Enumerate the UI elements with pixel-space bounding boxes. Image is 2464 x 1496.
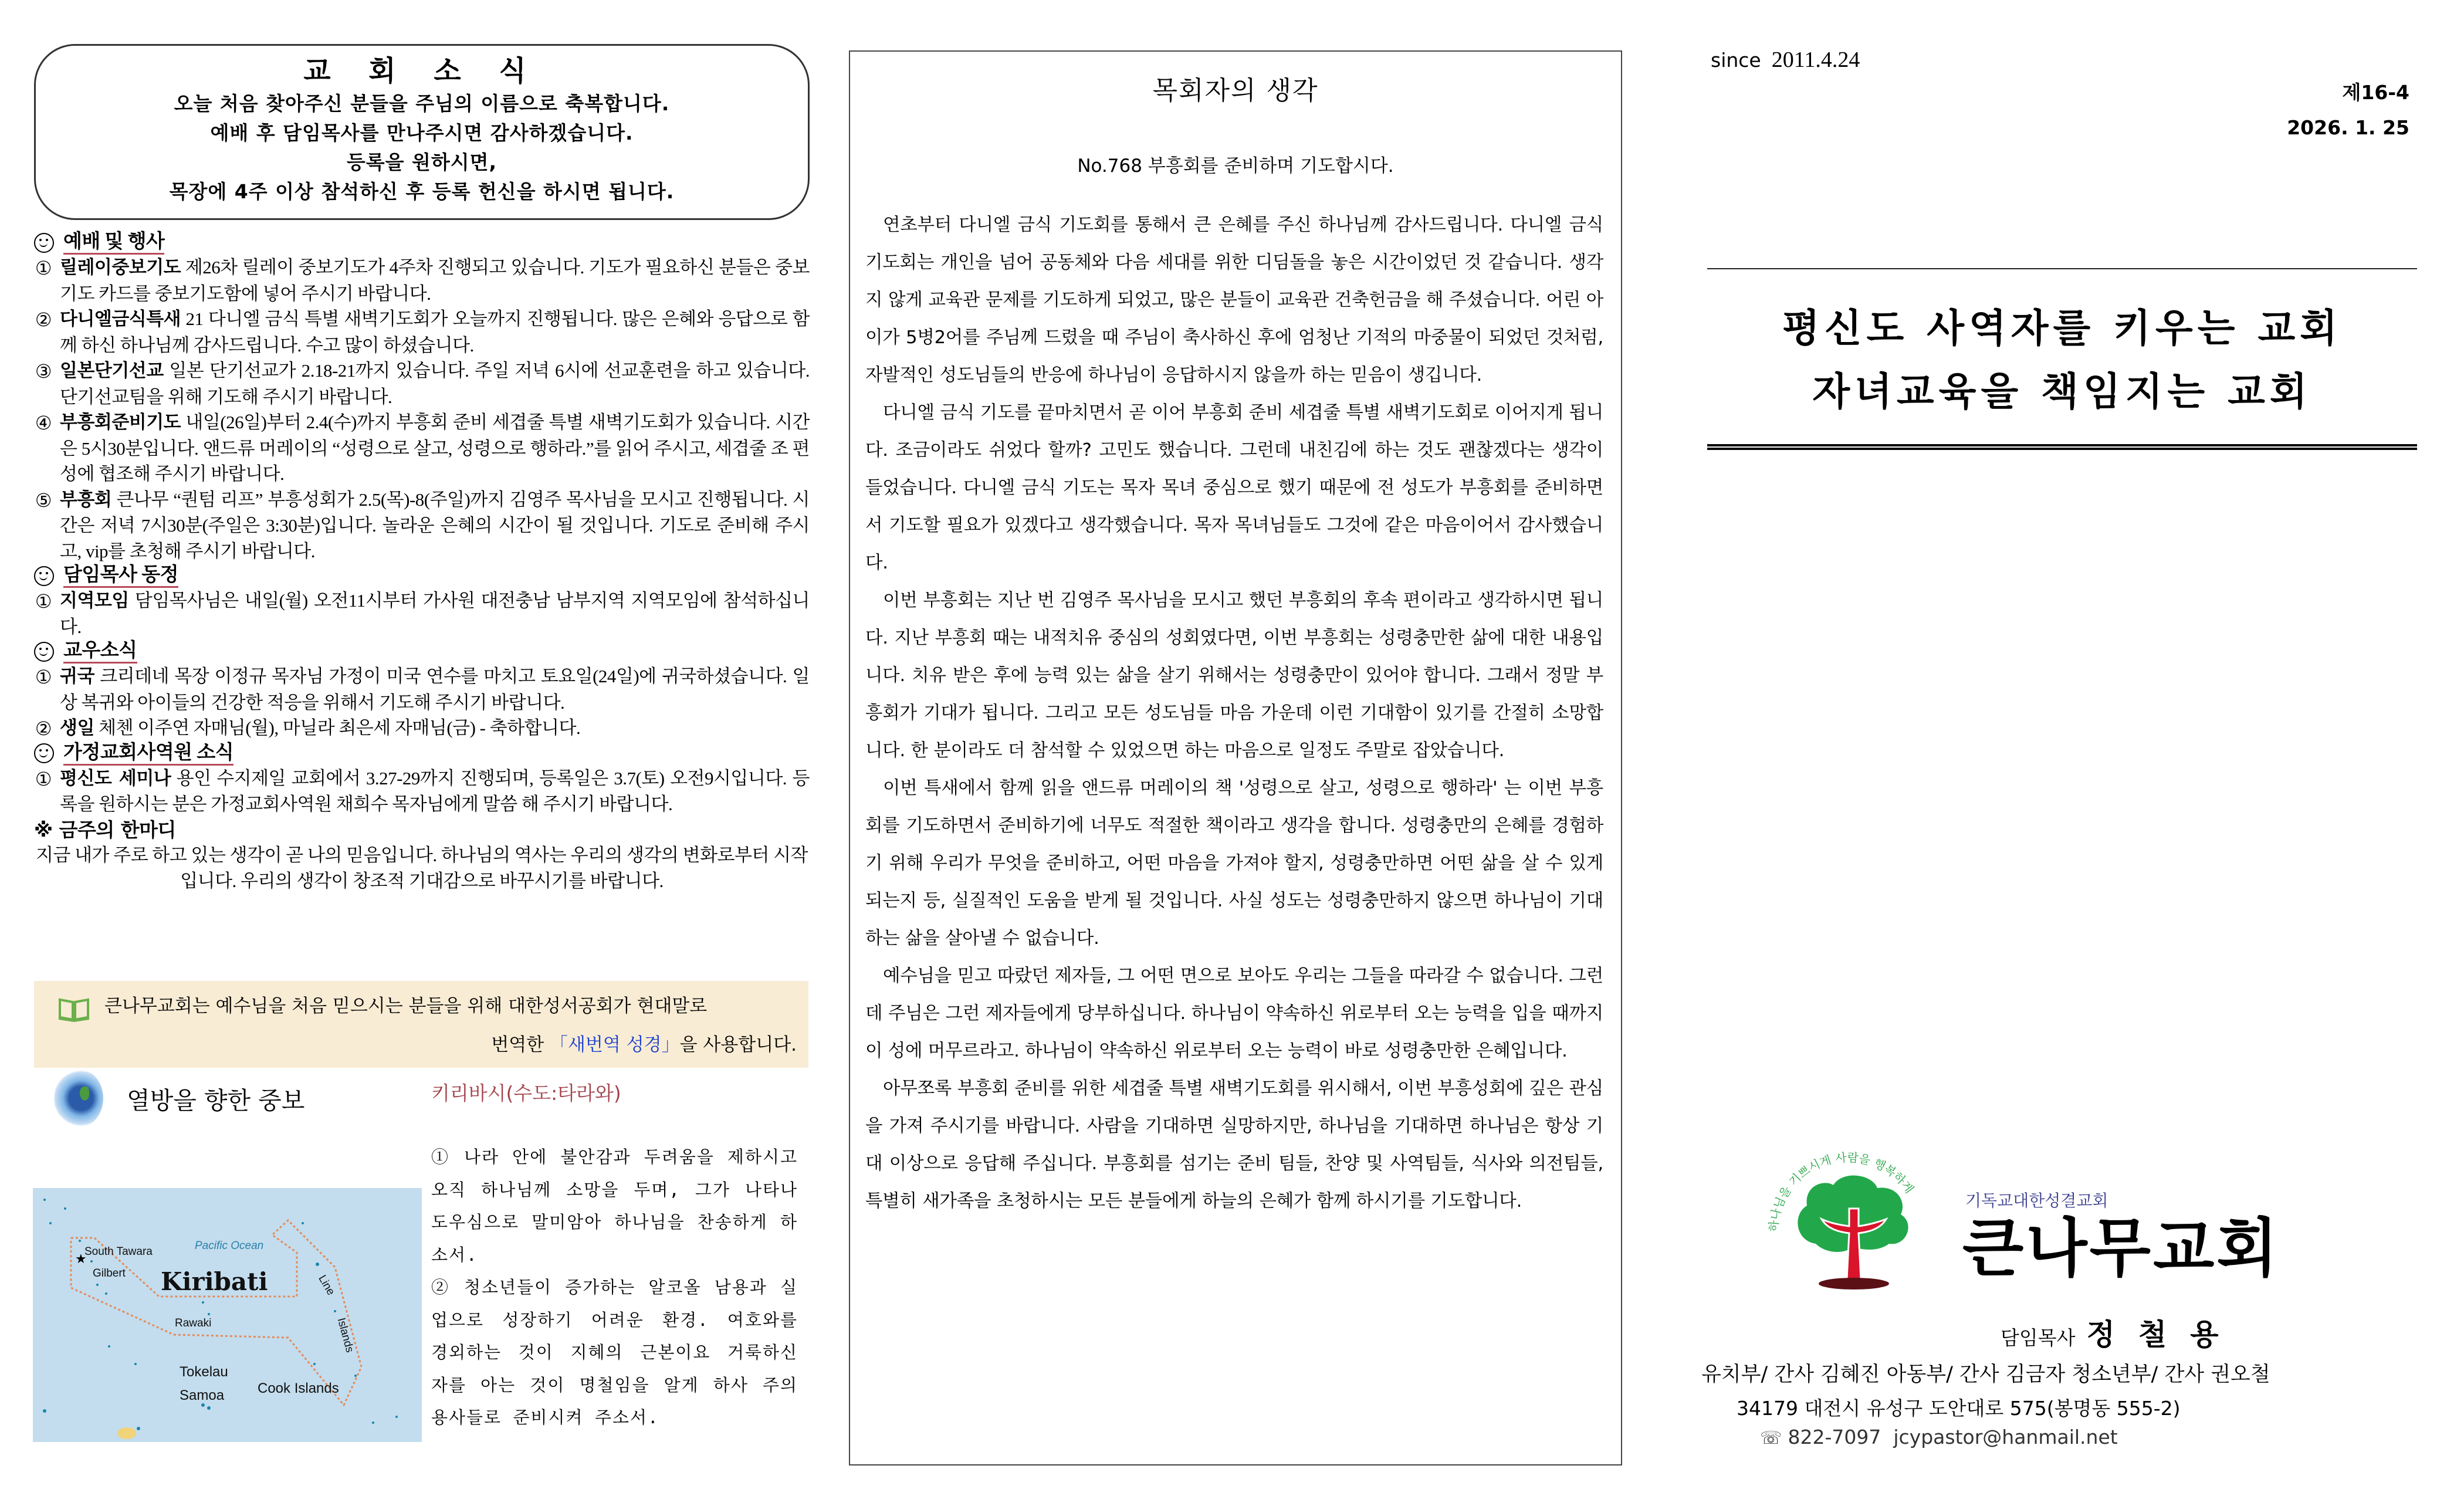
article-paragraph: 이번 부흥회는 지난 번 김영주 목사님을 모시고 했던 부흥회의 후속 편이라고 생각하시면 됩니다. 지난 부흥회 때는 내적치유 중심의 성회였다면, 이번 부흥회는 성령충만한 삶에 대한 내용입니다. 치유 받은 후에 능력 있는 삶을 살기 위해서는 성령충만이 있어야 합니다. 그래서 정말 부흥회가 기대가 됩니다. 그리고 모든 성도님들 마음 가운데 이런 기대함이 있기를 간절히 소망합니다. 한 분이라도 더 참석할 수 있었으면 하는 마음으로 일정도 주말로 잡았습니다.: [865, 590, 1603, 761]
item-text: 제26차 릴레이 중보기도가 4주차 진행되고 있습니다. 기도가 필요하신 분들은 중보기도 카드를 중보기도함에 넣어 주시기 바랍니다.: [60, 257, 810, 304]
church-name: 큰나무교회: [1962, 1211, 2280, 1285]
circled-number: ①: [35, 666, 52, 688]
left-column: [34, 44, 810, 893]
section-heading-pastor: 담임목사 동정: [34, 564, 810, 588]
pastor-column-title: 목회자의 생각: [1152, 76, 1319, 106]
circled-number: ②: [35, 718, 52, 739]
item-title: 평신도 세미나: [60, 767, 171, 789]
item-text: 용인 수지제일 교회에서 3.27-29까지 진행되며, 등록일은 3.7(토) 오전9시입니다. 등록을 원하시는 분은 가정교회사역원 채희수 목자님에게 말씀 해 주시기 바랍니다.: [60, 767, 810, 814]
item-text: 큰나무 “퀀텀 리프” 부흥성회가 2.5(목)-8(주일)까지 김영주 목사님을 모시고 진행됩니다. 시간은 저녁 7시30분(주일은 3:30분)입니다. 놀라운 은혜의 시간이 될 것입니다. 기도로 준비해 주시고, vip를 초청해 주시기 바랍니다.: [60, 489, 810, 561]
item-title: 생일: [60, 717, 94, 739]
circled-number: ①: [35, 591, 52, 612]
phone-icon: ☏: [1760, 1428, 1782, 1448]
church-address: 34179 대전시 유성구 도안대로 575(봉명동 555-2): [1737, 1397, 2181, 1420]
weekly-word-text: 지금 내가 주로 하고 있는 생각이 곧 나의 믿음입니다. 하나님의 역사는 우리의 생각의 변화로부터 시작입니다. 우리의 생각이 창조적 기대감으로 바꾸시기를 바랍니다.: [35, 845, 808, 891]
article-paragraph: 아무쪼록 부흥회 준비를 위한 세겹줄 특별 새벽기도회를 위시해서, 이번 부흥성회에 깊은 관심을 가져 주시기를 바랍니다. 사람을 기대하면 실망하지만, 하나님을 기대하면 하나님은 항상 기대 이상으로 응답해 주십니다. 부흥회를 섬기는 준비 팀들, 찬양 및 사역팀들, 식사와 의전팀들, 특별히 새가족을 초청하시는 모든 분들에게 하늘의 은혜가 함께 하시기를 기도합니다.: [865, 1078, 1603, 1211]
globe-icon: [54, 1069, 103, 1128]
map-label-samoa: Samoa: [180, 1387, 225, 1403]
announcements: [34, 231, 810, 893]
welcome-line: 예배 후 담임목사를 만나주시면 감사하겠습니다.: [210, 121, 634, 144]
welcome-line: 오늘 처음 찾아주신 분들을 주님의 이름으로 축복합니다.: [174, 92, 670, 115]
announcement-item: [34, 255, 810, 306]
tree-cross-icon: [1760, 1144, 1948, 1291]
issue-number: 제16-4: [2342, 81, 2409, 104]
announcement-item: [34, 306, 810, 358]
weekly-word: [34, 817, 810, 894]
item-title: 릴레이중보기도: [60, 257, 181, 278]
svg-text:하나님을 기쁘시게 사람을 행복하게: 하나님을 기쁘시게 사람을 행복하게: [1766, 1150, 1917, 1233]
item-title: 다니엘금식특새: [60, 309, 181, 330]
item-text: 일본 단기선교가 2.18-21까지 있습니다. 주일 저녁 6시에 선교훈련을 하고 있습니다. 단기선교팀을 위해 기도해 주시기 바랍니다.: [60, 360, 810, 407]
announcement-item: [34, 766, 810, 817]
item-text: 담임목사님은 내일(월) 오전11시부터 가사원 대전충남 남부지역 지역모임에 참석하십니다.: [60, 590, 810, 637]
smiley-icon: [34, 566, 54, 586]
circled-number: ⑤: [35, 489, 52, 511]
smiley-icon: [34, 233, 54, 253]
welcome-line: 목장에 4주 이상 참석하신 후 등록 헌신을 하시면 됩니다.: [169, 180, 675, 203]
prayer-item: ① 나라 안에 불안감과 두려움을 제하시고 오직 하나님께 소망을 두며, 그가 나타나 도우심으로 말미암아 하나님을 찬송하게 하소서.: [431, 1147, 798, 1265]
bible-note-line-1: 큰나무교회는 예수님을 처음 믿으시는 분들을 위해 대한성서공회가 현대말로: [104, 996, 708, 1017]
prayer-item: ② 청소년들이 증가하는 알코올 남용과 실업으로 성장하기 어려운 환경. 여호와를 경외하는 것이 지혜의 근본이요 거룩하신 자를 아는 것이 명철임을 알게 하사 주의 용사들로 준비시켜 주소서.: [431, 1277, 798, 1427]
bible-note-line-2: 번역한 「새번역 성경」을 사용합니다.: [491, 1034, 797, 1055]
article-paragraph: 다니엘 금식 기도를 끝마치면서 곧 이어 부흥회 준비 세겹줄 특별 새벽기도회로 이어지게 됩니다. 조금이라도 쉬었다 할까? 고민도 했습니다. 그런데 내친김에 하는 것도 괜찮겠다는 생각이 들었습니다. 다니엘 금식 기도는 목자 목녀 중심으로 했기 때문에 전 성도가 부흥회를 준비하면서 기도할 필요가 있겠다고 생각했습니다. 목자 목녀님들도 그것에 같은 마음이어서 감사했습니다.: [865, 402, 1603, 573]
reference-mark-icon: ※: [34, 818, 53, 841]
map-label-islands: Islands: [334, 1316, 356, 1354]
announcement-item: [34, 358, 810, 409]
founding-date: since 2011.4.24: [1711, 48, 1860, 72]
map-label-line: Line: [316, 1272, 337, 1298]
map-label-tokelau: Tokelau: [180, 1364, 228, 1380]
smiley-icon: [34, 743, 54, 763]
map-label-rawaki: Rawaki: [175, 1317, 212, 1329]
map-label-country: Kiribati: [161, 1267, 268, 1296]
section-heading-members: 교우소식: [34, 639, 810, 664]
section-heading-worship: 예배 및 행사: [34, 231, 810, 255]
map-label-gilbert: Gilbert: [93, 1267, 126, 1280]
item-title: 지역모임: [60, 590, 129, 611]
church-logo: [1760, 1144, 2311, 1291]
circled-number: ②: [35, 309, 52, 330]
denomination-name: 기독교대한성결교회: [1965, 1191, 2108, 1210]
pastor-article: [850, 177, 1621, 1220]
church-news-title: 교 회 소 식: [303, 55, 540, 87]
item-text: 크리데네 목장 이정규 목자님 가정이 미국 연수를 마치고 토요일(24일)에 귀국하셨습니다. 일상 복귀와 아이들의 건강한 적응을 위해서 기도해 주시기 바랍니다.: [60, 666, 810, 713]
senior-pastor: [2001, 1311, 2242, 1353]
mission-prayer-list: [431, 1141, 798, 1434]
circled-number: ④: [35, 412, 52, 434]
kiribati-map: [33, 1188, 422, 1442]
mission-prayer-header: [54, 1069, 304, 1128]
mission-country: 키리바시(수도:타라와): [431, 1082, 621, 1105]
bible-translation-note: [34, 981, 808, 1068]
contact-info: [1760, 1426, 2118, 1448]
item-title: 귀국: [60, 666, 94, 687]
item-text: 체첸 이주연 자매님(월), 마닐라 최은세 자매님(금) - 축하합니다.: [94, 717, 581, 738]
item-title: 부흥회: [60, 489, 112, 510]
item-text: 내일(26일)부터 2.4(수)까지 부흥회 준비 세겹줄 특별 새벽기도회가 있습니다. 시간은 5시30분입니다. 앤드류 머레이의 “성령으로 살고, 성령으로 행하라.”를 읽어 주시고, 세겹줄 조 편성에 협조해 주시기 바랍니다.: [60, 412, 810, 484]
pastor-name: 정철용: [2086, 1317, 2242, 1352]
pastor-column-subtitle: No.768 부흥회를 준비하며 기도합시다.: [1077, 155, 1394, 177]
map-label-ocean: Pacific Ocean: [195, 1240, 264, 1252]
item-title: 일본단기선교: [60, 360, 164, 381]
svg-text:★: ★: [75, 1252, 87, 1267]
mission-prayer-title: 열방을 향한 중보: [127, 1086, 305, 1115]
bible-version-name: 「새번역 성경」: [550, 1034, 680, 1055]
pastor-column: [849, 50, 1622, 1465]
circled-number: ①: [35, 258, 52, 279]
phone-number: 822-7097: [1788, 1426, 1881, 1448]
article-paragraph: 이번 특새에서 함께 읽을 앤드류 머레이의 책 '성령으로 살고, 성령으로 행하라' 는 이번 부흥회를 기도하면서 준비하기에 너무도 적절한 책이라고 생각을 합니다. 성령충만의 은혜를 경험하기 위해 우리가 무엇을 준비하고, 어떤 마음을 가져야 할지, 성령충만하면 어떤 삶을 살 수 있게 되는지 등, 실질적인 도움을 받게 될 것입니다. 사실 성도는 성령충만하지 않으면 하나님이 기대하는 삶을 살아낼 수 없습니다.: [865, 778, 1603, 949]
announcement-item: [34, 664, 810, 715]
map-label-capital: South Tawara: [84, 1245, 153, 1258]
section-heading-house-church: 가정교회사역원 소식: [34, 742, 810, 766]
item-text: 21 다니엘 금식 특별 새벽기도회가 오늘까지 진행됩니다. 많은 은혜와 응답으로 함께 하신 하나님께 감사드립니다. 수고 많이 하셨습니다.: [60, 309, 810, 356]
church-motto: 평신도 사역자를 키우는 교회 자녀교육을 책임지는 교회: [1782, 305, 2342, 414]
circled-number: ③: [35, 361, 52, 382]
map-outline-icon: [33, 1188, 422, 1442]
item-title: 부흥회준비기도: [60, 412, 181, 433]
announcement-item: [34, 409, 810, 487]
issue-info: [2287, 75, 2409, 145]
circled-number: ①: [35, 768, 52, 790]
pastor-role: 담임목사: [2001, 1326, 2076, 1349]
announcement-item: [34, 487, 810, 564]
weekly-word-heading: 금주의 한마디: [59, 818, 176, 841]
issue-date: 2026. 1. 25: [2287, 116, 2409, 139]
welcome-line: 등록을 원하시면,: [346, 151, 497, 174]
smiley-icon: [34, 642, 54, 662]
divider: [1707, 268, 2417, 269]
article-paragraph: 연초부터 다니엘 금식 기도회를 통해서 큰 은혜를 주신 하나님께 감사드립니다. 다니엘 금식 기도회는 개인을 넘어 공동체와 다음 세대를 위한 디딤돌을 놓은 시간이었던 것 같습니다. 생각지 않게 교육관 문제를 기도하게 되었고, 많은 분들이 교육관 건축헌금을 해 주셨습니다. 어린 아이가 5병2어를 주님께 드렸을 때 주님이 축사하신 후에 엄청난 기적의 마중물이 되었던 것처럼, 자발적인 성도님들의 반응에 하나님이 응답하시지 않을까 하는 믿음이 생깁니다.: [865, 215, 1603, 385]
announcement-item: [34, 588, 810, 639]
map-label-cook: Cook Islands: [258, 1380, 339, 1396]
staff-list: 유치부/ 간사 김혜진 아동부/ 간사 김금자 청소년부/ 간사 권오철: [1701, 1363, 2270, 1386]
email-link[interactable]: jcypastor@hanmail.net: [1893, 1426, 2118, 1448]
announcement-item: [34, 715, 810, 742]
open-book-icon: [57, 997, 90, 1022]
article-paragraph: 예수님을 믿고 따랐던 제자들, 그 어떤 면으로 보아도 우리는 그들을 따라갈 수 없습니다. 그런데 주님은 그런 제자들에게 당부하십니다. 하나님이 약속하신 위로부터 오는 능력을 입을 때까지 이 성에 머무르라고. 하나님이 약속하신 위로부터 오는 능력이 바로 성령충만한 은혜입니다.: [865, 966, 1603, 1061]
church-news-box: [34, 44, 810, 220]
double-divider: [1707, 444, 2417, 450]
